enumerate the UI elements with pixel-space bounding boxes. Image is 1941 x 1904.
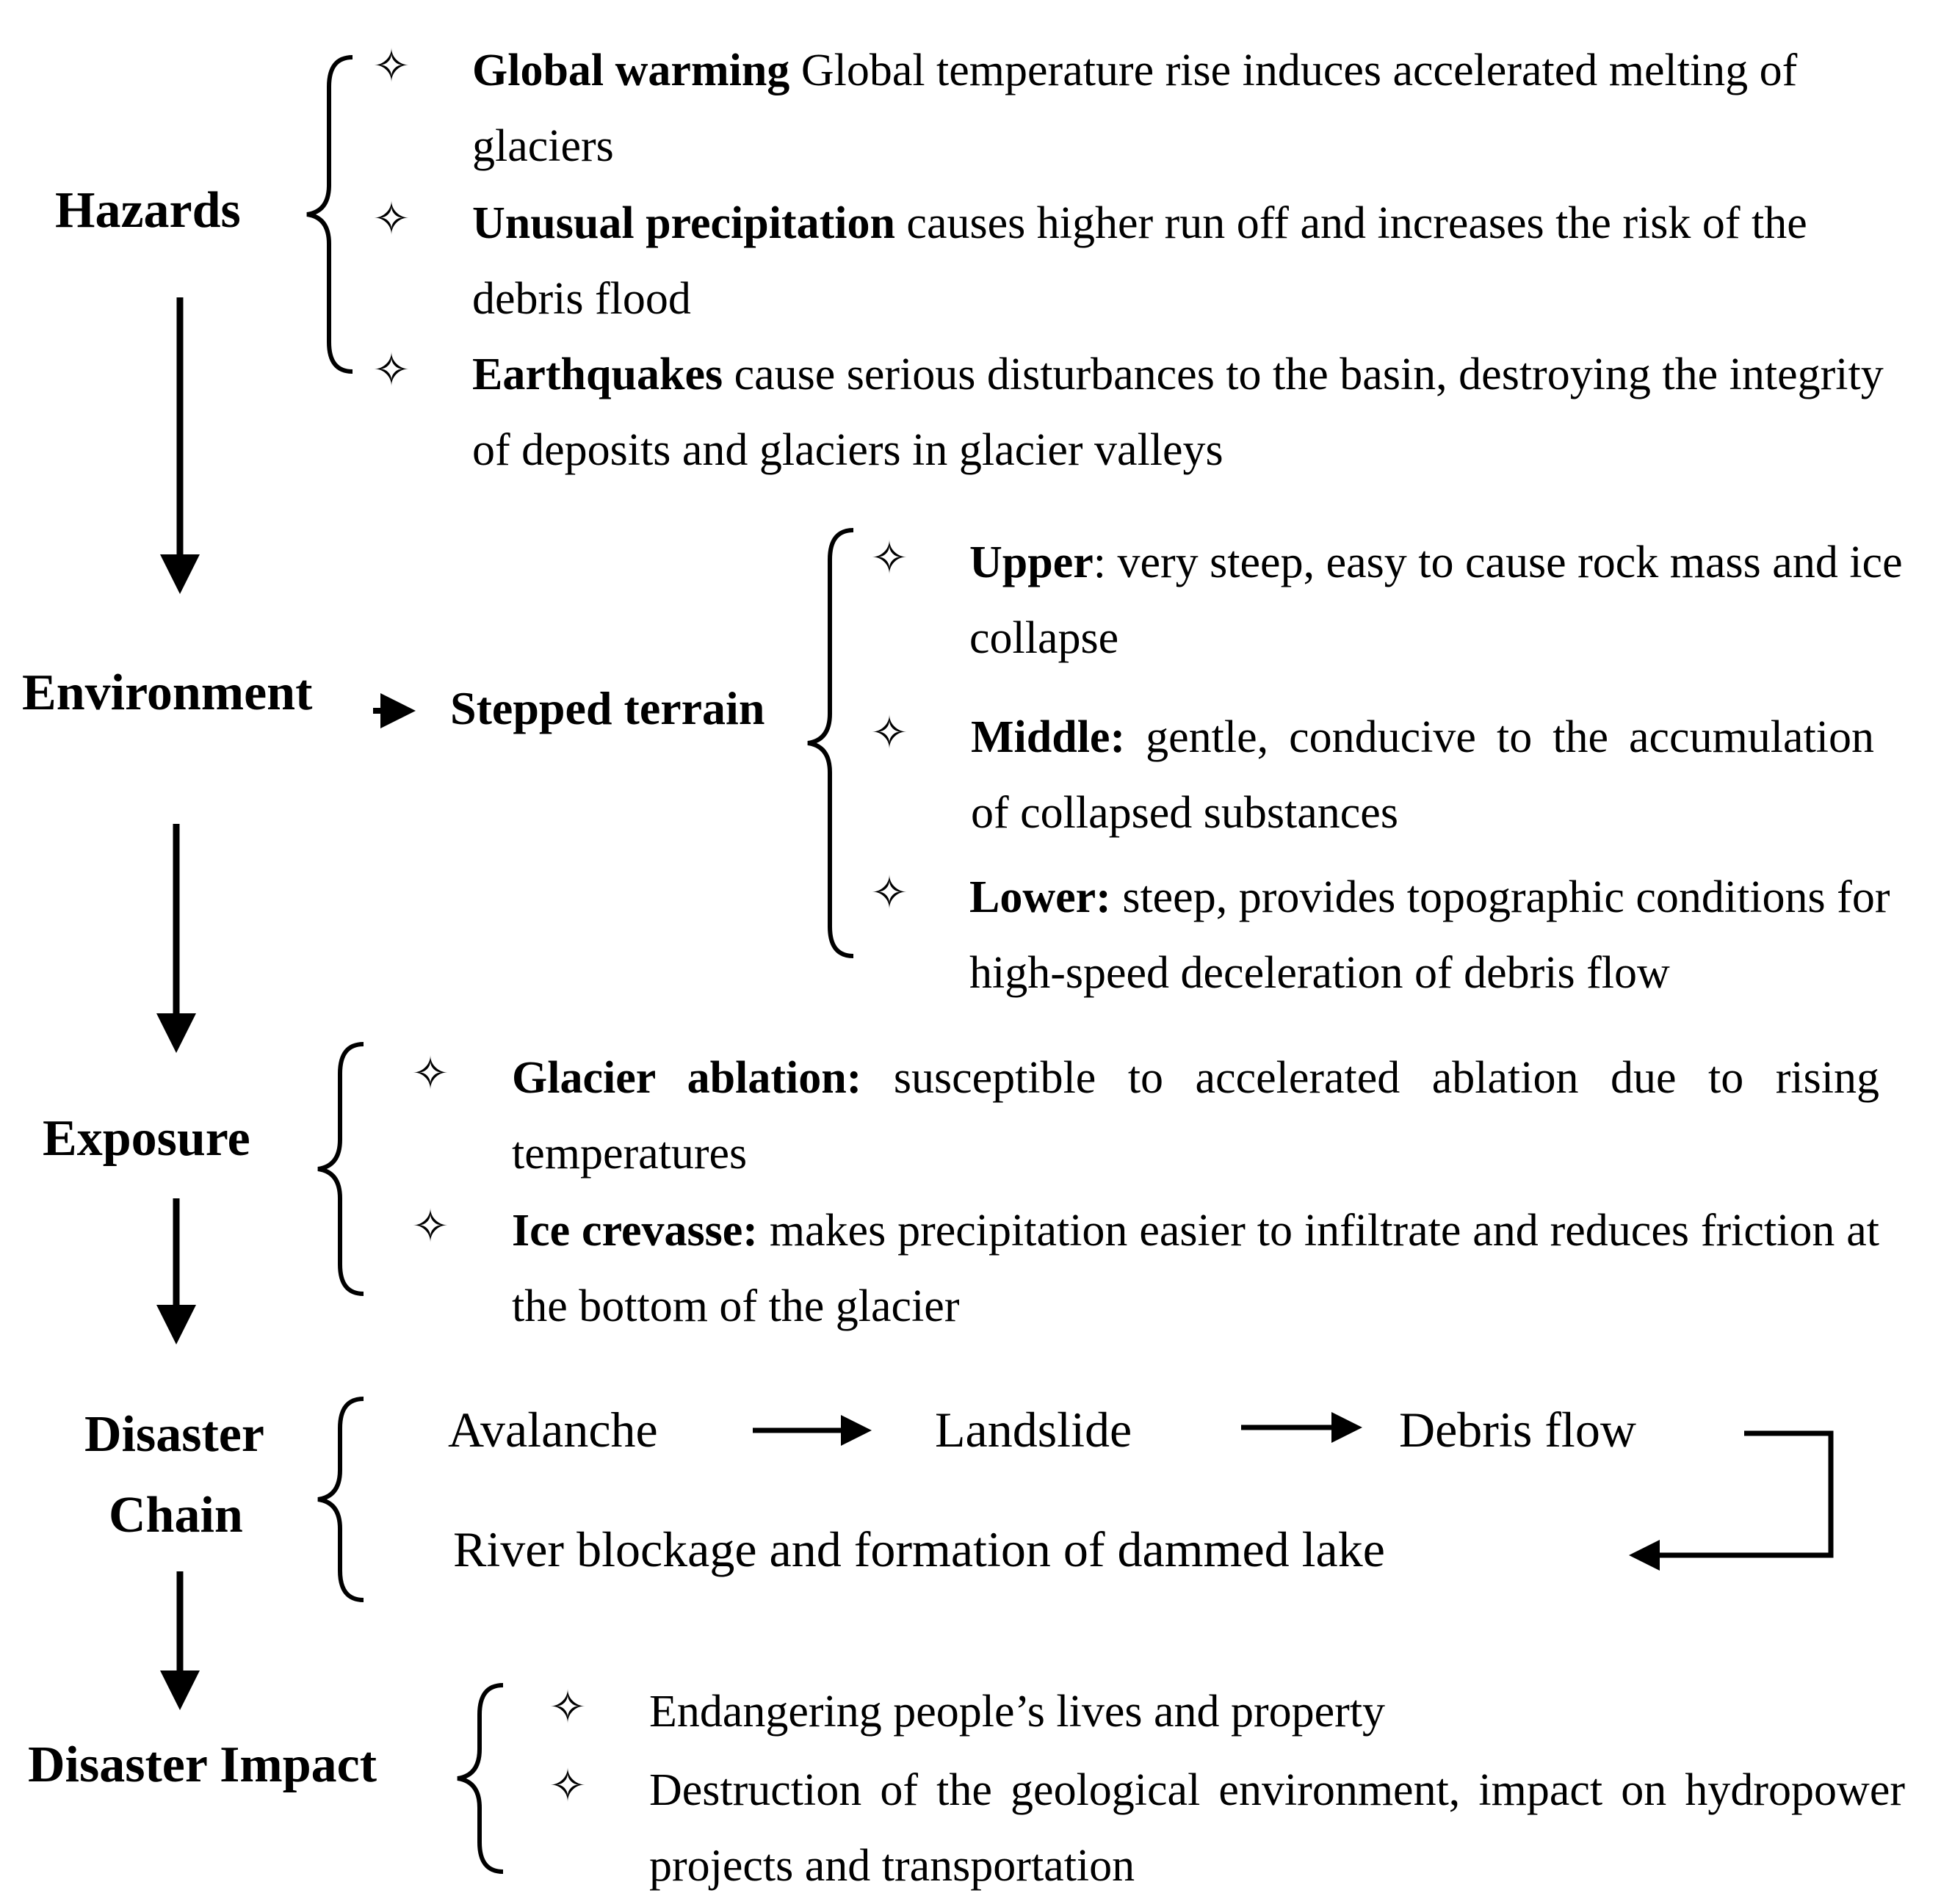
bullet-icon: ✧	[372, 346, 411, 396]
bullet-icon: ✧	[372, 195, 411, 245]
label-hazards: Hazards	[55, 182, 241, 239]
hazard-item-unusual-precipitation: Unusual precipitation causes higher run off and increases the risk of the debris flood	[472, 198, 1807, 324]
label-disaster-impact: Disaster Impact	[28, 1737, 377, 1793]
brace-stepped-terrain	[808, 530, 853, 956]
hazard-item-earthquakes: Earthquakes cause serious disturbances to the basin, destroying the integrity of deposits and glaciers in glacier valleys	[472, 350, 1884, 475]
arrow-debris-flow-to-river-blockage	[1634, 1433, 1831, 1555]
brace-hazards	[307, 57, 353, 372]
bullet-icon: ✧	[411, 1202, 449, 1252]
chain-step-avalanche: Avalanche	[448, 1402, 658, 1458]
chain-step-debris-flow: Debris flow	[1399, 1402, 1636, 1458]
exposure-item-glacier-ablation: Glacier ablation: susceptible to accelerated ablation due to rising temperatures	[512, 1053, 1879, 1179]
terrain-item-middle: Middle: gentle, conducive to the accumulation of collapsed substances	[971, 712, 1874, 838]
terrain-item-upper: Upper: very steep, easy to cause rock mass and ice collapse	[969, 537, 1903, 663]
brace-disaster-chain	[318, 1399, 364, 1600]
terrain-item-lower: Lower: steep, provides topographic conditions for high-speed deceleration of debris flow	[969, 872, 1890, 998]
bullet-icon: ✧	[372, 42, 411, 92]
brace-disaster-impact	[458, 1685, 503, 1872]
impact-item-geological-environment: Destruction of the geological environment, impact on hydropower projects and transportation	[649, 1765, 1905, 1891]
chain-step-landslide: Landslide	[935, 1402, 1132, 1458]
label-exposure: Exposure	[43, 1110, 250, 1167]
bullet-icon: ✧	[870, 869, 908, 919]
exposure-item-ice-crevasse: Ice crevasse: makes precipitation easier to infiltrate and reduces friction at the bottom of the glacier	[512, 1206, 1879, 1331]
hazard-item-global-warming: Global warming Global temperature rise induces accelerated melting of glaciers	[472, 46, 1798, 171]
bullet-icon: ✧	[411, 1049, 449, 1099]
label-disaster-chain-line2: Chain	[109, 1487, 243, 1543]
bullet-icon: ✧	[870, 709, 908, 759]
impact-item-lives-property: Endangering people’s lives and property	[649, 1687, 1386, 1737]
label-environment: Environment	[22, 665, 313, 721]
bullet-icon: ✧	[549, 1683, 587, 1733]
bullet-icon: ✧	[549, 1762, 587, 1811]
chain-step-river-blockage: River blockage and formation of dammed lake	[453, 1521, 1385, 1577]
bullet-icon: ✧	[870, 534, 908, 584]
brace-exposure	[318, 1044, 364, 1294]
label-disaster-chain-line1: Disaster	[84, 1406, 264, 1463]
label-stepped-terrain: Stepped terrain	[450, 682, 765, 734]
